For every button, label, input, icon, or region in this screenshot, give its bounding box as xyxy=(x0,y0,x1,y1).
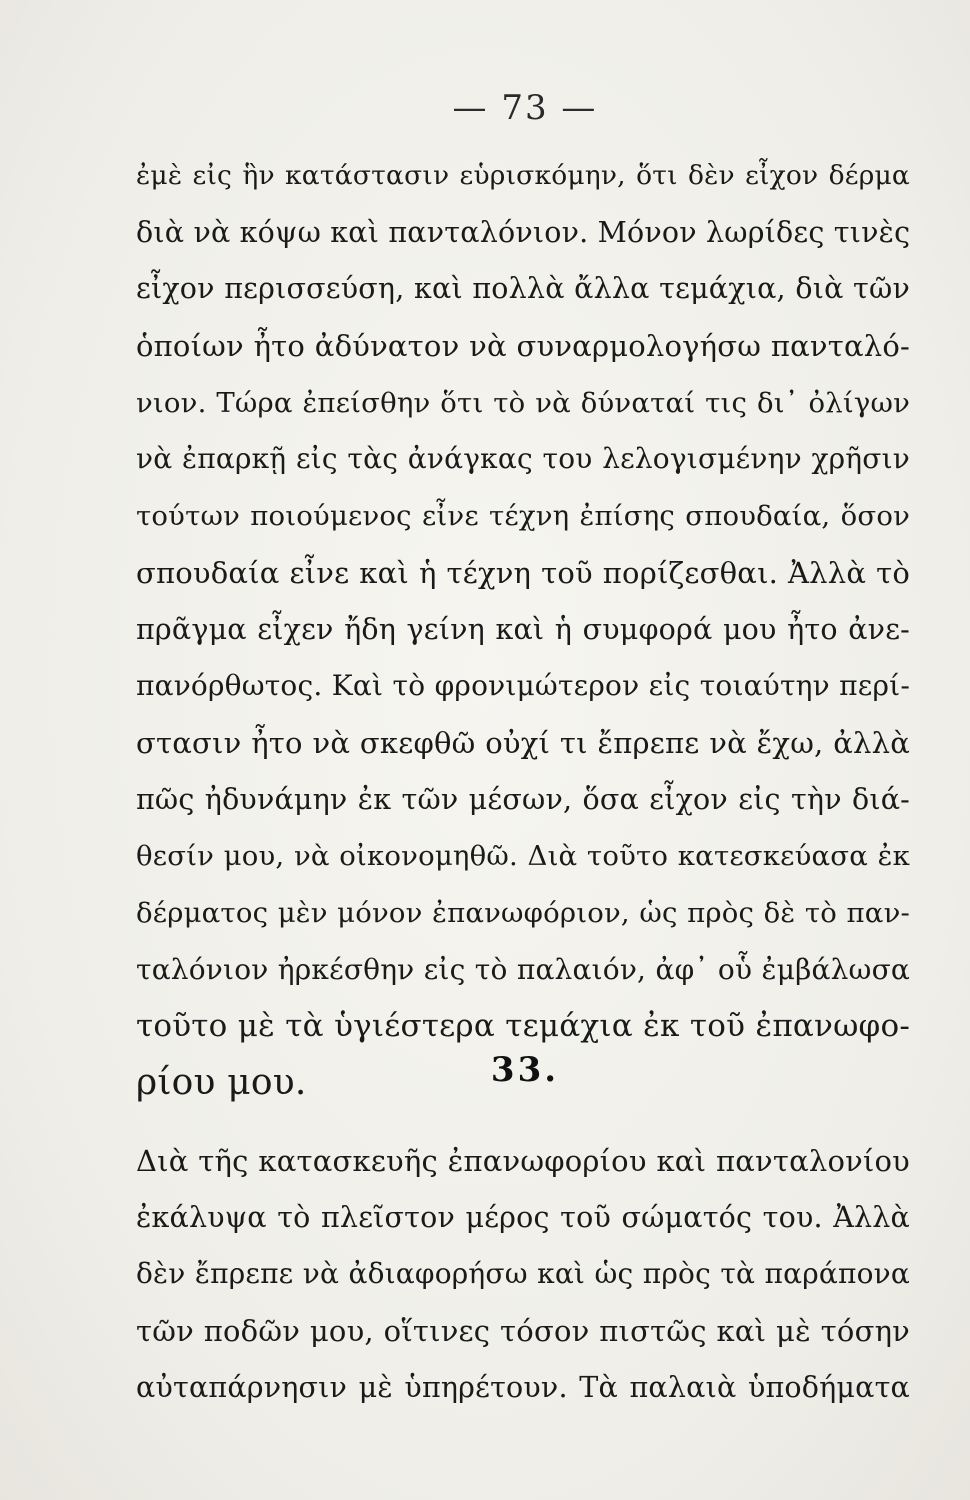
page-number: — 73 — xyxy=(452,88,598,128)
text-line: νὰ ἐπαρκῇ εἰς τὰς ἀνάγκας του λελογισμένην χρῆσιν xyxy=(136,442,910,476)
paragraph-2 xyxy=(136,1133,910,1416)
text-line: δὲν ἔπρεπε νὰ ἀδιαφορήσω καὶ ὡς πρὸς τὰ παράπονα xyxy=(136,1257,910,1291)
text-line: ρίου μου. xyxy=(136,1062,307,1103)
section-number: 33. xyxy=(490,1050,560,1090)
text-line: τοῦτο μὲ τὰ ὑγιέστερα τεμάχια ἐκ τοῦ ἐπανωφο- xyxy=(136,1008,910,1045)
text-line: αὐταπάρνησιν μὲ ὑπηρέτουν. Τὰ παλαιὰ ὑποδήματα xyxy=(136,1370,910,1404)
text-line: διὰ νὰ κόψω καὶ πανταλόνιον. Μόνον λωρίδες τινὲς xyxy=(136,215,911,249)
paragraph-1 xyxy=(136,148,910,1112)
text-line: ὁποίων ἦτο ἀδύνατον νὰ συναρμολογήσω πανταλό- xyxy=(136,329,910,364)
text-line: νιον. Τώρα ἐπείσθην ὅτι τὸ νὰ δύναταί τις δι᾿ ὀλίγων xyxy=(136,386,910,419)
text-line: ταλόνιον ἠρκέσθην εἰς τὸ παλαιόν, ἀφ᾿ οὗ ἐμβάλωσα xyxy=(136,952,910,986)
text-line: δέρματος μὲν μόνον ἐπανωφόριον, ὡς πρὸς δὲ τὸ παν- xyxy=(136,896,910,929)
text-line: εἶχον περισσεύση, καὶ πολλὰ ἄλλα τεμάχια, διὰ τῶν xyxy=(136,272,910,306)
text-line: στασιν ἦτο νὰ σκεφθῶ οὐχί τι ἔπρεπε νὰ ἔχω, ἀλλὰ xyxy=(136,725,910,760)
text-line: πρᾶγμα εἶχεν ἤδη γείνη καὶ ἡ συμφορά μου ἦτο ἀνε- xyxy=(136,612,910,646)
text-line: ἐμὲ εἰς ἣν κατάστασιν εὑρισκόμην, ὅτι δὲν εἶχον δέρμα xyxy=(136,160,910,191)
text-line: σπουδαία εἶνε καὶ ἡ τέχνη τοῦ πορίζεσθαι. Ἀλλὰ τὸ xyxy=(136,555,910,590)
text-line: ἐκάλυψα τὸ πλεῖστον μέρος τοῦ σώματός του. Ἀλλὰ xyxy=(136,1200,910,1234)
text-line: θεσίν μου, νὰ οἰκονομηθῶ. Διὰ τοῦτο κατεσκεύασα ἐκ xyxy=(136,840,910,873)
text-line: πῶς ἠδυνάμην ἐκ τῶν μέσων, ὅσα εἶχον εἰς τὴν διά- xyxy=(136,782,910,816)
text-line: πανόρθωτος. Καὶ τὸ φρονιμώτερον εἰς τοιαύτην περί- xyxy=(136,669,910,703)
text-line: τούτων ποιούμενος εἶνε τέχνη ἐπίσης σπουδαία, ὅσον xyxy=(136,500,910,533)
text-line: τῶν ποδῶν μου, οἵτινες τόσον πιστῶς καὶ μὲ τόσην xyxy=(136,1314,910,1349)
text-line: Διὰ τῆς κατασκευῆς ἐπανωφορίου καὶ πανταλονίου xyxy=(136,1144,910,1178)
